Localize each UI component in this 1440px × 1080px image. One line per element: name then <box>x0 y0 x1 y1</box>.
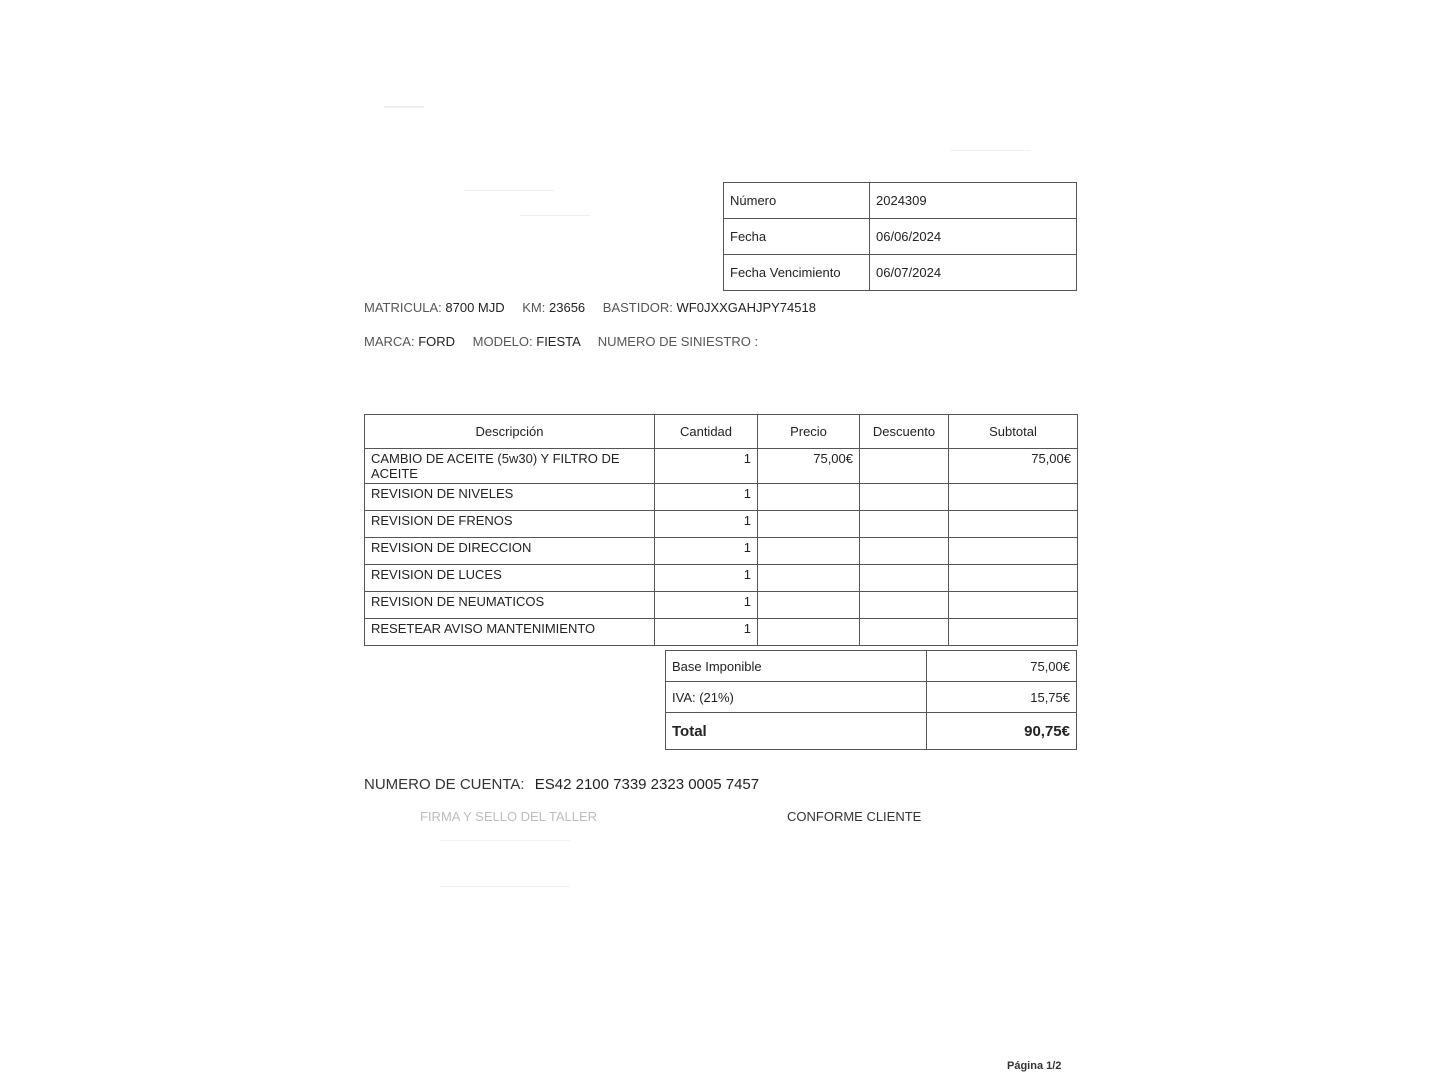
workshop-signature-label: FIRMA Y SELLO DEL TALLER <box>420 809 598 824</box>
item-description: REVISION DE NEUMATICOS <box>365 592 655 619</box>
invoice-due-label: Fecha Vencimiento <box>724 255 870 291</box>
invoice-number-value: 2024309 <box>870 183 1077 219</box>
invoice-due-row <box>724 255 1077 291</box>
client-signature-label: CONFORME CLIENTE <box>787 809 922 824</box>
item-discount <box>860 619 949 646</box>
brand-value: FORD <box>418 334 456 349</box>
total-label: Total <box>666 713 927 750</box>
brand-label: MARCA: <box>364 334 415 349</box>
items-header-row <box>365 415 1078 449</box>
table-row <box>365 449 1078 484</box>
item-discount <box>860 592 949 619</box>
item-discount <box>860 511 949 538</box>
invoice-date-label: Fecha <box>724 219 870 255</box>
model-label: MODELO: <box>472 334 533 349</box>
vehicle-line-2 <box>364 334 772 349</box>
table-row <box>365 538 1078 565</box>
vin-group <box>603 300 816 315</box>
total-value: 90,75€ <box>927 713 1077 750</box>
item-quantity: 1 <box>655 538 758 565</box>
item-quantity: 1 <box>655 619 758 646</box>
vin-value: WF0JXXGAHJPY74518 <box>676 300 816 315</box>
header-subtotal: Subtotal <box>949 415 1078 449</box>
account-value: ES42 2100 7339 2323 0005 7457 <box>534 776 760 793</box>
item-subtotal <box>949 565 1078 592</box>
item-subtotal <box>949 619 1078 646</box>
item-description: CAMBIO DE ACEITE (5w30) Y FILTRO DE ACEITE <box>365 449 655 484</box>
plate-label: MATRICULA: <box>364 300 442 315</box>
header-description: Descripción <box>365 415 655 449</box>
item-price <box>758 484 860 511</box>
base-row <box>666 651 1077 682</box>
table-row <box>365 484 1078 511</box>
km-label: KM: <box>522 300 546 315</box>
page-number: Página 1/2 <box>1007 1060 1062 1072</box>
item-quantity: 1 <box>655 449 758 484</box>
table-row <box>365 511 1078 538</box>
item-price <box>758 538 860 565</box>
item-price: 75,00€ <box>758 449 860 484</box>
vehicle-line-1 <box>364 300 830 315</box>
iva-label: IVA: (21%) <box>666 682 927 713</box>
item-subtotal <box>949 592 1078 619</box>
item-quantity: 1 <box>655 592 758 619</box>
item-description: REVISION DE FRENOS <box>365 511 655 538</box>
base-value: 75,00€ <box>927 651 1077 682</box>
invoice-due-value: 06/07/2024 <box>870 255 1077 291</box>
item-subtotal <box>949 484 1078 511</box>
vin-label: BASTIDOR: <box>602 300 673 315</box>
item-description: REVISION DE LUCES <box>365 565 655 592</box>
item-price <box>758 619 860 646</box>
faded-letterhead-line <box>464 180 554 191</box>
item-description: RESETEAR AVISO MANTENIMIENTO <box>365 619 655 646</box>
header-quantity: Cantidad <box>655 415 758 449</box>
faded-letterhead-line <box>520 205 590 216</box>
faded-stamp <box>440 840 570 887</box>
base-label: Base Imponible <box>666 651 927 682</box>
table-row <box>365 592 1078 619</box>
totals-table <box>665 650 1077 750</box>
faded-letterhead-line <box>950 140 1030 151</box>
header-price: Precio <box>758 415 860 449</box>
item-discount <box>860 484 949 511</box>
iva-row <box>666 682 1077 713</box>
item-subtotal <box>949 538 1078 565</box>
invoice-date-value: 06/06/2024 <box>870 219 1077 255</box>
km-value: 23656 <box>549 300 586 315</box>
model-value: FIESTA <box>536 334 581 349</box>
model-group <box>473 334 584 349</box>
plate-value: 8700 MJD <box>445 300 505 315</box>
claim-label: NUMERO DE SINIESTRO : <box>597 334 759 349</box>
item-quantity: 1 <box>655 511 758 538</box>
item-price <box>758 565 860 592</box>
item-quantity: 1 <box>655 484 758 511</box>
iva-value: 15,75€ <box>927 682 1077 713</box>
item-discount <box>860 538 949 565</box>
invoice-date-row <box>724 219 1077 255</box>
item-discount <box>860 449 949 484</box>
faded-logo <box>384 92 424 108</box>
table-row <box>365 619 1078 646</box>
claim-group <box>598 334 758 349</box>
invoice-number-row <box>724 183 1077 219</box>
item-price <box>758 511 860 538</box>
invoice-info-table <box>723 182 1077 291</box>
item-discount <box>860 565 949 592</box>
item-price <box>758 592 860 619</box>
plate-group <box>364 300 508 315</box>
invoice-number-label: Número <box>724 183 870 219</box>
item-subtotal: 75,00€ <box>949 449 1078 484</box>
item-subtotal <box>949 511 1078 538</box>
item-description: REVISION DE DIRECCION <box>365 538 655 565</box>
item-quantity: 1 <box>655 565 758 592</box>
account-label: NUMERO DE CUENTA: <box>364 776 525 793</box>
header-discount: Descuento <box>860 415 949 449</box>
item-description: REVISION DE NIVELES <box>365 484 655 511</box>
total-row <box>666 713 1077 750</box>
bank-account <box>364 776 759 793</box>
brand-group <box>364 334 459 349</box>
km-group <box>522 300 589 315</box>
table-row <box>365 565 1078 592</box>
items-table <box>364 414 1078 646</box>
